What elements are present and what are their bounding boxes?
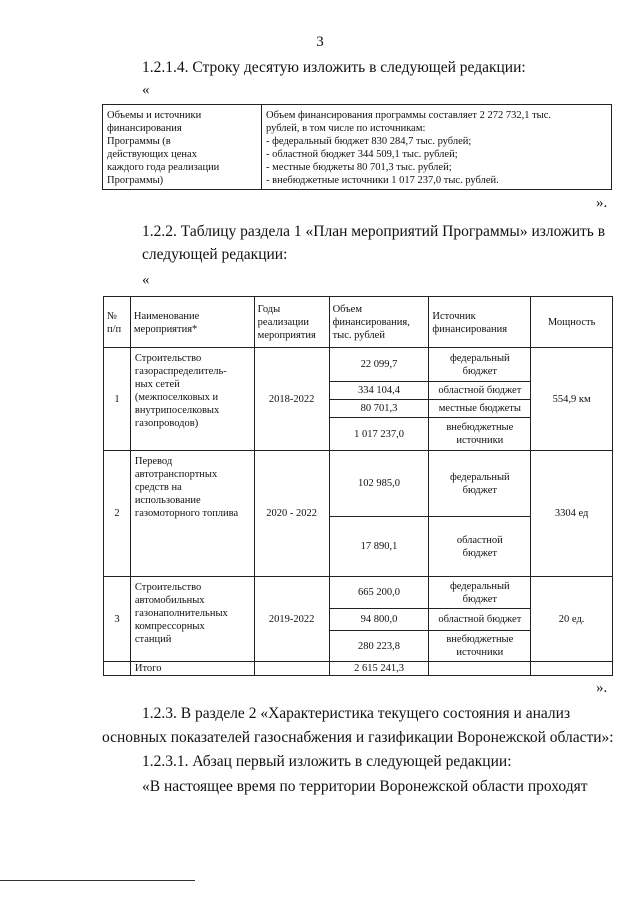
source-line: внебюджетные (446, 634, 514, 645)
quote-open-1: « (142, 82, 150, 98)
content-line: - местные бюджеты 80 701,3 тыс. рублей; (266, 162, 452, 173)
table-row (104, 451, 613, 517)
funding-source (429, 517, 531, 577)
source-line: областной бюджет (438, 385, 522, 396)
source-line: федеральный (449, 352, 510, 364)
header-line: Годы (257, 304, 281, 315)
name-line: Строительство (134, 582, 202, 593)
row-ten-content (262, 105, 612, 190)
source-line: бюджет (462, 593, 497, 605)
funding-source (429, 418, 531, 451)
quote-open-2: « (142, 272, 150, 288)
source-line: областной бюджет (438, 614, 522, 625)
footer-rule (0, 880, 195, 881)
name-line: внутрипоселковых (134, 405, 220, 416)
funding-source (429, 451, 531, 517)
funding-amount: 17 890,1 (329, 517, 429, 577)
header-years (254, 297, 329, 348)
table-header-row (104, 297, 613, 348)
name-line: газопроводов) (134, 418, 199, 429)
row-capacity: 3304 ед (531, 451, 613, 577)
source-line: местные бюджеты (438, 403, 521, 414)
section-1-2-3-1-heading: 1.2.3.1. Абзац первый изложить в следующей редакции: (142, 753, 512, 770)
header-capacity: Мощность (531, 297, 613, 348)
total-empty (429, 662, 531, 676)
label-line: действующих ценах (107, 149, 197, 160)
total-amount: 2 615 241,3 (329, 662, 429, 676)
row-years: 2019-2022 (254, 577, 329, 662)
source-line: бюджет (462, 484, 497, 496)
header-line: мероприятия (257, 330, 316, 341)
name-line: станций (134, 634, 172, 645)
section-1-2-2-line2: следующей редакции: (142, 246, 288, 263)
funding-amount: 94 800,0 (329, 609, 429, 631)
table-total-row (104, 662, 613, 676)
label-line: финансирования (107, 123, 182, 134)
header-source (429, 297, 531, 348)
row-num: 2 (104, 451, 131, 577)
row-capacity: 554,9 км (531, 348, 613, 451)
row-num: 3 (104, 577, 131, 662)
section-1-2-3-line2: основных показателей газоснабжения и газификации Воронежской области»: (102, 729, 614, 746)
section-1-2-1-4-heading: 1.2.1.4. Строку десятую изложить в следующей редакции: (142, 59, 526, 76)
header-line: п/п (107, 323, 122, 335)
header-num (104, 297, 131, 348)
funding-amount: 1 017 237,0 (329, 418, 429, 451)
quote-close-1: ». (596, 195, 608, 211)
funding-amount: 80 701,3 (329, 400, 429, 418)
total-empty (254, 662, 329, 676)
name-line: Перевод (134, 456, 173, 467)
source-line: внебюджетные (446, 422, 514, 433)
source-line: бюджет (462, 547, 497, 559)
label-line: Программы (в (107, 136, 171, 147)
row-num: 1 (104, 348, 131, 451)
table-row (104, 348, 613, 382)
section-last-line: «В настоящее время по территории Воронежской области проходят (142, 778, 588, 795)
funding-amount: 665 200,0 (329, 577, 429, 609)
header-line: Объем (332, 304, 362, 315)
row-years: 2020 - 2022 (254, 451, 329, 577)
funding-amount: 22 099,7 (329, 348, 429, 382)
header-line: финансирования (432, 323, 508, 335)
row-ten-table (102, 104, 612, 190)
label-line: Программы) (107, 175, 164, 186)
name-line: автомобильных (134, 595, 205, 606)
table-row (104, 577, 613, 609)
name-line: компрессорных (134, 621, 205, 632)
row-ten-label (103, 105, 262, 190)
table-row (103, 105, 612, 190)
total-label: Итого (130, 662, 254, 676)
content-line: рублей, в том числе по источникам: (266, 123, 426, 134)
section-1-2-3-line1: 1.2.3. В разделе 2 «Характеристика текущего состояния и анализ (142, 705, 571, 722)
header-line: мероприятия* (133, 323, 198, 335)
funding-amount: 334 104,4 (329, 382, 429, 400)
funding-source (429, 577, 531, 609)
source-line: источники (456, 435, 504, 446)
source-line: источники (456, 647, 504, 658)
funding-source (429, 348, 531, 382)
quote-close-2: ». (596, 680, 608, 696)
source-line: областной (456, 534, 503, 546)
funding-amount: 280 223,8 (329, 631, 429, 662)
name-line: Строительство (134, 353, 202, 364)
name-line: ных сетей (134, 379, 180, 390)
plan-table (103, 296, 613, 676)
funding-source (429, 400, 531, 418)
row-name (130, 348, 254, 451)
content-line: Объем финансирования программы составляет 2 272 732,1 тыс. (266, 110, 552, 121)
funding-source (429, 382, 531, 400)
content-line: - федеральный бюджет 830 284,7 тыс. рублей; (266, 136, 472, 147)
source-line: федеральный (449, 580, 510, 592)
header-line: реализации (257, 317, 309, 328)
name-line: газораспределитель- (134, 366, 227, 377)
source-line: федеральный (449, 471, 510, 483)
header-line: Наименование (133, 310, 200, 322)
header-line: финансирования, (332, 317, 410, 328)
row-name (130, 451, 254, 577)
header-line: тыс. рублей (332, 330, 385, 341)
name-line: использование (134, 495, 201, 506)
funding-amount: 102 985,0 (329, 451, 429, 517)
total-empty (104, 662, 131, 676)
name-line: газонаполнительных (134, 608, 228, 619)
section-1-2-2-line1: 1.2.2. Таблицу раздела 1 «План мероприятий Программы» изложить в (142, 223, 606, 240)
source-line: бюджет (462, 365, 497, 377)
name-line: средств на (134, 482, 182, 493)
row-capacity: 20 ед. (531, 577, 613, 662)
header-name (130, 297, 254, 348)
header-line: Источник (432, 310, 476, 322)
row-years: 2018-2022 (254, 348, 329, 451)
name-line: газомоторного топлива (134, 508, 239, 519)
label-line: каждого года реализации (107, 162, 220, 173)
total-empty (531, 662, 613, 676)
content-line: - внебюджетные источники 1 017 237,0 тыс. рублей. (266, 175, 499, 186)
name-line: (межпоселковых и (134, 392, 219, 403)
header-volume (329, 297, 429, 348)
funding-source (429, 609, 531, 631)
label-line: Объемы и источники (107, 110, 202, 121)
page-number: 3 (316, 34, 324, 50)
row-name (130, 577, 254, 662)
header-line: № (107, 310, 118, 322)
funding-source (429, 631, 531, 662)
name-line: автотранспортных (134, 469, 218, 480)
content-line: - областной бюджет 344 509,1 тыс. рублей; (266, 149, 458, 160)
